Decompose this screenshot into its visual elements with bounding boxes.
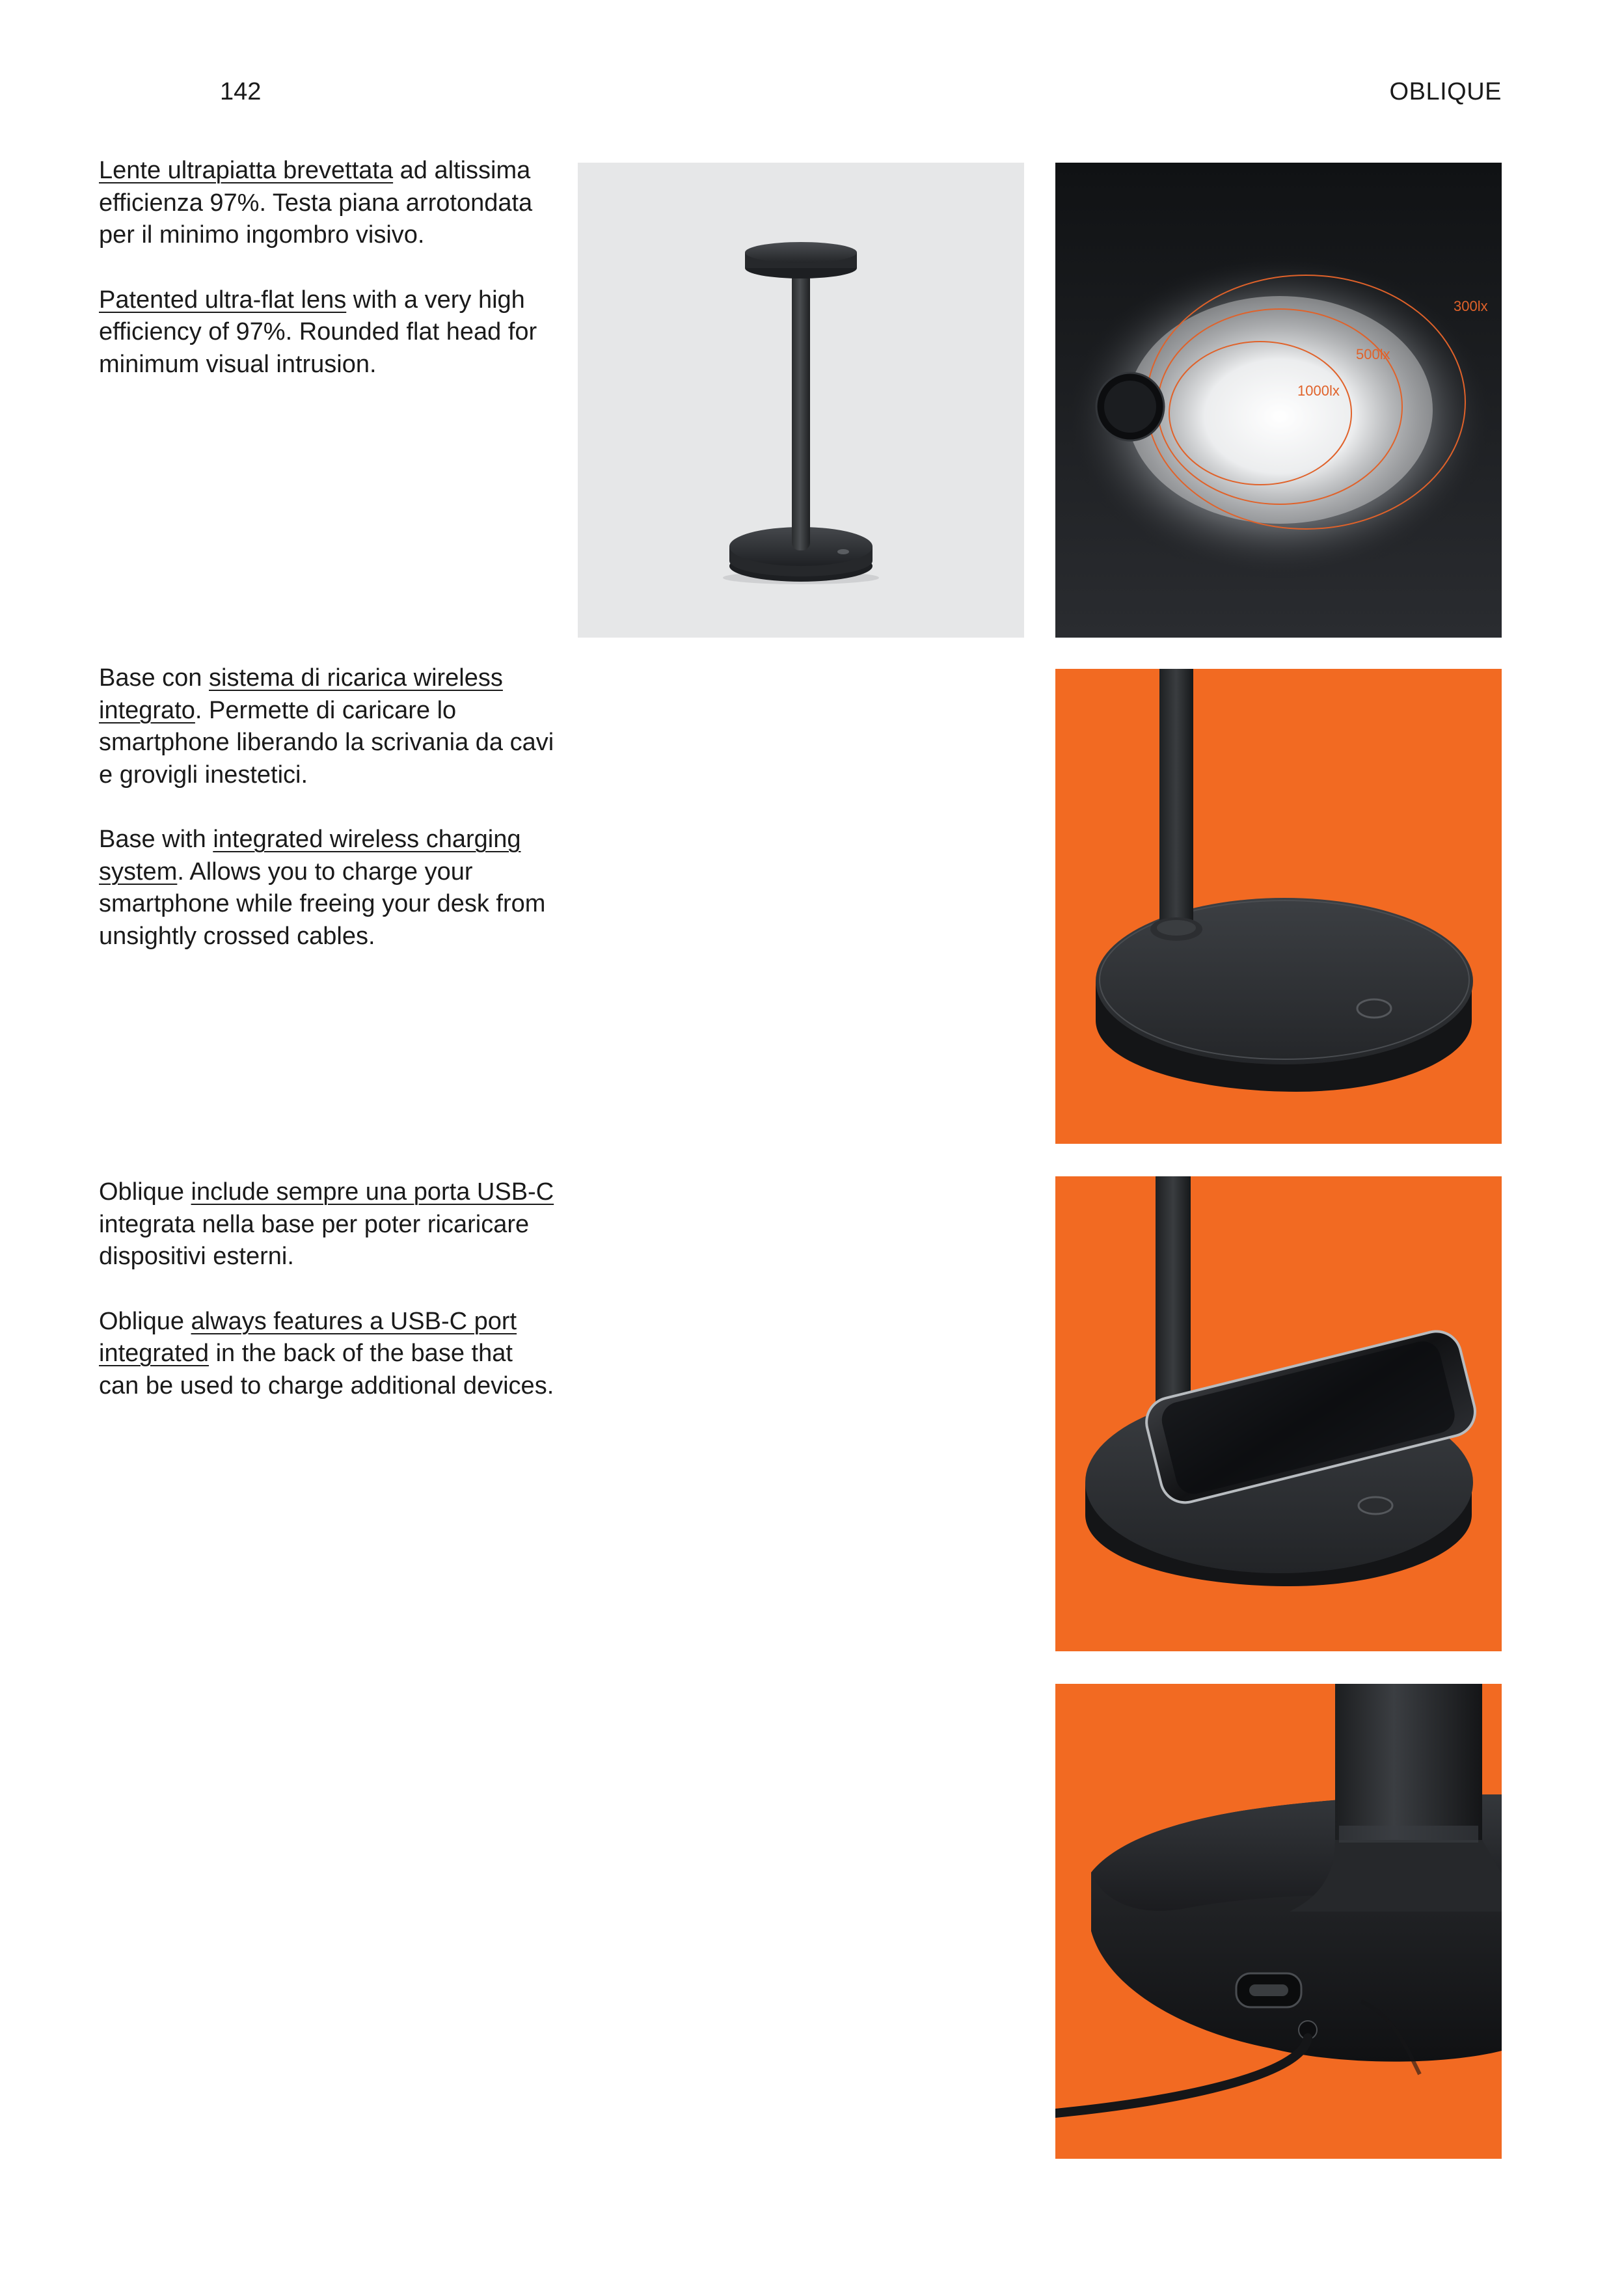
lux-300-label: 300lx	[1454, 298, 1488, 314]
usb-c-port-image	[1055, 1684, 1502, 2159]
running-title: OBLIQUE	[1389, 78, 1502, 105]
wireless-base-image	[1055, 669, 1502, 1144]
usb-lead-en: Oblique	[99, 1307, 191, 1335]
smartphone-on-base-icon	[1055, 1176, 1502, 1651]
lens-text-it	[99, 155, 554, 252]
light-distribution-image	[1055, 163, 1502, 638]
wireless-highlight-en: integrated wireless charging system	[99, 826, 521, 886]
wireless-text-en	[99, 824, 554, 953]
lens-highlight-en: Patented ultra-flat lens	[99, 286, 347, 314]
wireless-text-it	[99, 662, 554, 791]
wireless-body-it: . Permette di caricare lo smartphone liberando la scrivania da cavi e grovigli inestetici.	[99, 696, 554, 789]
wireless-lead-en: Base with	[99, 826, 213, 853]
usb-c-port-icon	[1055, 1684, 1502, 2159]
usb-lead-it: Oblique	[99, 1178, 191, 1206]
lamp-product-image	[578, 163, 1024, 638]
lens-text-en	[99, 284, 554, 381]
lens-body-en: with a very high efficiency of 97%. Rounded flat head for minimum visual intrusion.	[99, 286, 537, 378]
phone-charging-image	[1055, 1176, 1502, 1651]
table-lamp-icon	[578, 163, 1024, 638]
lux-1000-label: 1000lx	[1297, 383, 1340, 399]
usb-body-it: integrata nella base per poter ricaricare dispositivi esterni.	[99, 1210, 530, 1270]
wireless-body-en: . Allows you to charge your smartphone while freeing your desk from unsightly crossed cables.	[99, 858, 546, 950]
page-number: 142	[220, 78, 262, 105]
lens-highlight-it: Lente ultrapiatta brevettata	[99, 157, 394, 184]
usb-description	[99, 1176, 554, 1402]
usb-highlight-en: always features a USB-C port integrated	[99, 1307, 517, 1367]
usb-text-en	[99, 1306, 554, 1403]
lamp-base-icon	[1055, 669, 1502, 1144]
usb-highlight-it: include sempre una porta USB-C	[191, 1178, 554, 1206]
lens-description	[99, 155, 554, 381]
usb-body-en: in the back of the base that can be used to charge additional devices.	[99, 1340, 554, 1399]
wireless-highlight-it: sistema di ricarica wireless integrato	[99, 664, 503, 724]
wireless-lead-it: Base con	[99, 664, 209, 692]
usb-text-it	[99, 1176, 554, 1273]
lens-body-it: ad altissima efficienza 97%. Testa piana arrotondata per il minimo ingombro visivo.	[99, 157, 533, 249]
light-distribution-diagram	[1055, 163, 1502, 638]
wireless-description	[99, 662, 554, 953]
lux-500-label: 500lx	[1356, 346, 1390, 362]
